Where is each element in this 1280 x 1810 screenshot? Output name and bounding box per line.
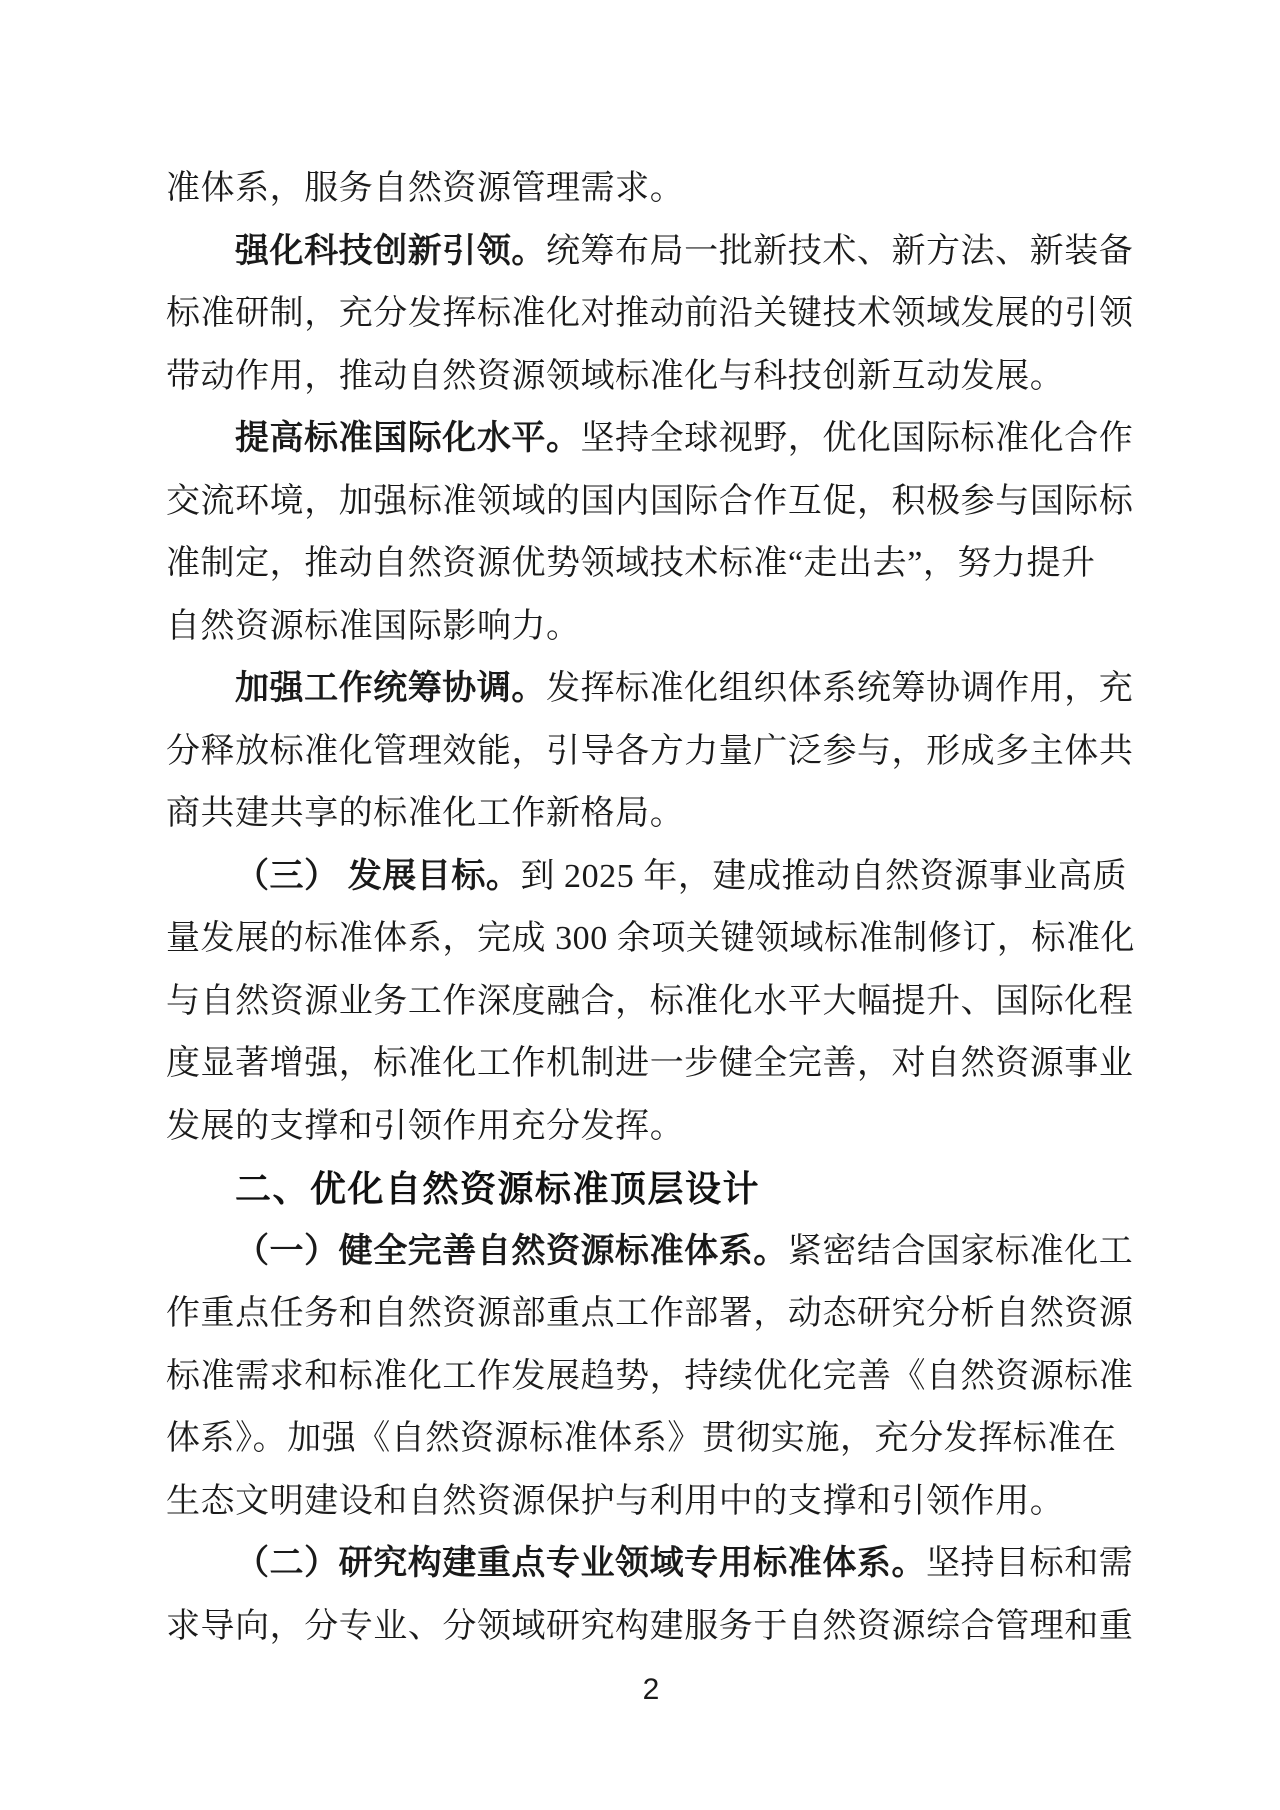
text-line bbox=[166, 846, 1136, 909]
line-text: 求导向，分专业、分领域研究构建服务于自然资源综合管理和重 bbox=[166, 1607, 1134, 1645]
text-line bbox=[166, 158, 1136, 221]
text-line bbox=[166, 596, 1136, 659]
text-line bbox=[166, 346, 1136, 409]
lead-emphasis: （二）研究构建重点专业领域专用标准体系。 bbox=[235, 1545, 926, 1582]
text-line bbox=[166, 1408, 1136, 1471]
text-line bbox=[166, 908, 1136, 971]
text-line bbox=[166, 283, 1136, 346]
line-text: 量发展的标准体系，完成 300 余项关键领域标准制修订，标准化 bbox=[166, 920, 1136, 957]
line-text: 体系》。加强《自然资源标准体系》贯彻实施，充分发挥标准在 bbox=[166, 1420, 1117, 1457]
lead-emphasis: 提高标准国际化水平。 bbox=[235, 420, 581, 457]
text-line bbox=[166, 971, 1136, 1034]
line-text: 发展的支撑和引领作用充分发挥。 bbox=[166, 1107, 685, 1145]
line-text: 分释放标准化管理效能，引导各方力量广泛参与，形成多主体共 bbox=[166, 732, 1134, 770]
line-text: 带动作用，推动自然资源领域标准化与科技创新互动发展。 bbox=[166, 357, 1065, 395]
line-text: 自然资源标准国际影响力。 bbox=[166, 607, 581, 645]
line-text: 坚持目标和需 bbox=[926, 1545, 1134, 1582]
line-text: 统筹布局一批新技术、新方法、新装备 bbox=[545, 232, 1134, 270]
line-text: 作重点任务和自然资源部重点工作部署，动态研究分析自然资源 bbox=[166, 1295, 1134, 1332]
lead-emphasis: 加强工作统筹协调。 bbox=[235, 670, 546, 707]
line-text: 紧密结合国家标准化工 bbox=[787, 1232, 1134, 1270]
text-line bbox=[166, 658, 1136, 721]
text-line bbox=[166, 1283, 1136, 1346]
text-line bbox=[166, 408, 1136, 471]
line-text: 度显著增强，标准化工作机制进一步健全完善，对自然资源事业 bbox=[166, 1045, 1134, 1082]
line-text: 坚持全球视野，优化国际标准化合作 bbox=[580, 420, 1134, 457]
lead-emphasis: （三） 发展目标。 bbox=[235, 857, 521, 895]
line-text: 生态文明建设和自然资源保护与利用中的支撑和引领作用。 bbox=[166, 1482, 1065, 1520]
text-line bbox=[166, 221, 1136, 284]
text-line bbox=[166, 1221, 1136, 1284]
text-line bbox=[166, 783, 1136, 846]
line-text: 交流环境，加强标准领域的国内国际合作互促，积极参与国际标 bbox=[166, 482, 1134, 520]
lead-emphasis: （一）健全完善自然资源标准体系。 bbox=[235, 1232, 788, 1270]
text-line bbox=[166, 721, 1136, 784]
line-text: 标准需求和标准化工作发展趋势，持续优化完善《自然资源标准 bbox=[166, 1357, 1134, 1395]
text-line bbox=[166, 1346, 1136, 1409]
section-heading-text: 二、优化自然资源标准顶层设计 bbox=[235, 1168, 761, 1209]
line-text: 到 2025 年，建成推动自然资源事业高质 bbox=[520, 857, 1128, 895]
text-line bbox=[166, 1596, 1136, 1659]
text-line bbox=[166, 1471, 1136, 1534]
text-line bbox=[166, 471, 1136, 534]
section-heading bbox=[166, 1158, 1136, 1221]
line-text: 标准研制，充分发挥标准化对推动前沿关键技术领域发展的引领 bbox=[166, 295, 1134, 332]
text-line bbox=[166, 1033, 1136, 1096]
line-text: 准体系，服务自然资源管理需求。 bbox=[166, 170, 685, 207]
text-line bbox=[166, 533, 1136, 596]
line-text: 准制定，推动自然资源优势领域技术标准“走出去”，努力提升 bbox=[166, 545, 1096, 582]
line-text: 与自然资源业务工作深度融合，标准化水平大幅提升、国际化程 bbox=[166, 982, 1134, 1020]
lead-emphasis: 强化科技创新引领。 bbox=[235, 232, 546, 270]
line-text: 发挥标准化组织体系统筹协调作用，充 bbox=[545, 670, 1134, 707]
text-line bbox=[166, 1096, 1136, 1159]
text-line bbox=[166, 1533, 1136, 1596]
line-text: 商共建共享的标准化工作新格局。 bbox=[166, 795, 685, 832]
page-number: 2 bbox=[642, 1673, 660, 1706]
